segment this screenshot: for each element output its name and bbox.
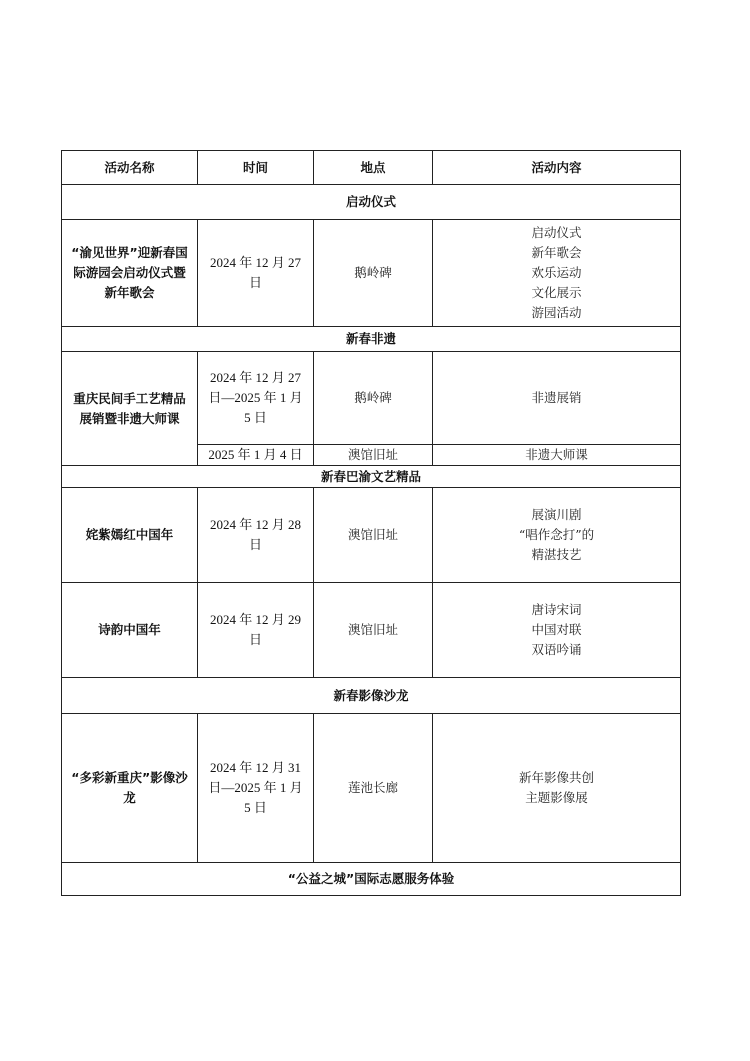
activity-location: 莲池长廊 bbox=[314, 714, 433, 863]
section-row-heritage bbox=[62, 327, 681, 352]
activity-time: 2024 年 12 月 27 日—2025 年 1 月 5 日 bbox=[198, 352, 314, 445]
table-row bbox=[62, 583, 681, 678]
activity-content: 非遗大师课 bbox=[433, 445, 681, 466]
activity-content: 新年影像共创 主题影像展 bbox=[433, 714, 681, 863]
activity-location: 澳馆旧址 bbox=[314, 583, 433, 678]
table-row bbox=[62, 488, 681, 583]
header-activity-name: 活动名称 bbox=[62, 151, 198, 185]
section-title: “公益之城”国际志愿服务体验 bbox=[62, 863, 681, 896]
section-row-photo bbox=[62, 678, 681, 714]
section-row-arts bbox=[62, 466, 681, 488]
section-title: 启动仪式 bbox=[62, 185, 681, 220]
section-title: 新春巴渝文艺精品 bbox=[62, 466, 681, 488]
section-title: 新春影像沙龙 bbox=[62, 678, 681, 714]
activity-name: “多彩新重庆”影像沙龙 bbox=[62, 714, 198, 863]
section-row-launch bbox=[62, 185, 681, 220]
activity-location: 澳馆旧址 bbox=[314, 445, 433, 466]
activity-location: 鹅岭碑 bbox=[314, 352, 433, 445]
activity-name: “渝见世界”迎新春国际游园会启动仪式暨新年歌会 bbox=[62, 220, 198, 327]
activity-time: 2024 年 12 月 27 日 bbox=[198, 220, 314, 327]
table-row bbox=[62, 714, 681, 863]
activity-time: 2024 年 12 月 28 日 bbox=[198, 488, 314, 583]
table-row bbox=[62, 352, 681, 445]
activity-location: 澳馆旧址 bbox=[314, 488, 433, 583]
activity-name: 诗韵中国年 bbox=[62, 583, 198, 678]
activity-time: 2025 年 1 月 4 日 bbox=[198, 445, 314, 466]
activity-name: 重庆民间手工艺精品展销暨非遗大师课 bbox=[62, 352, 198, 466]
section-title: 新春非遗 bbox=[62, 327, 681, 352]
table-header-row bbox=[62, 151, 681, 185]
activity-location: 鹅岭碑 bbox=[314, 220, 433, 327]
header-location: 地点 bbox=[314, 151, 433, 185]
activity-time: 2024 年 12 月 31 日—2025 年 1 月 5 日 bbox=[198, 714, 314, 863]
activity-content: 展演川剧 “唱作念打”的 精湛技艺 bbox=[433, 488, 681, 583]
activity-content: 启动仪式 新年歌会 欢乐运动 文化展示 游园活动 bbox=[433, 220, 681, 327]
activity-content: 唐诗宋词 中国对联 双语吟诵 bbox=[433, 583, 681, 678]
activity-name: 姹紫嫣红中国年 bbox=[62, 488, 198, 583]
section-row-volunteer bbox=[62, 863, 681, 896]
activity-content: 非遗展销 bbox=[433, 352, 681, 445]
header-content: 活动内容 bbox=[433, 151, 681, 185]
table-row bbox=[62, 220, 681, 327]
activity-schedule-table bbox=[61, 150, 681, 896]
activity-time: 2024 年 12 月 29 日 bbox=[198, 583, 314, 678]
header-time: 时间 bbox=[198, 151, 314, 185]
